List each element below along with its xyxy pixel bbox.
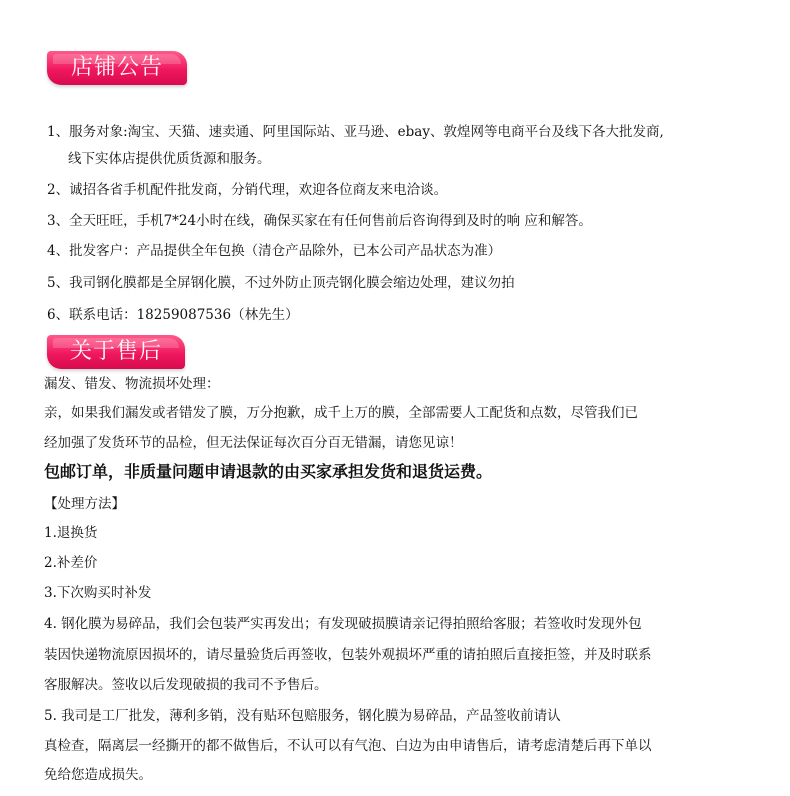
notice-item-2: 2、诚招各省手机配件批发商，分销代理，欢迎各位商友来电洽谈。 <box>47 182 448 198</box>
aftersale-method-4-cont: 装因快递物流原因损坏的，请尽量验货后再签收，包装外观损坏严重的请拍照后直接拒签，并及时联系 <box>44 647 652 663</box>
aftersale-bold-notice: 包邮订单，非质量问题申请退款的由买家承担发货和退货运费。 <box>44 462 493 481</box>
aftersale-line: 亲，如果我们漏发或者错发了膜，万分抱歉，成千上万的膜，全部需要人工配货和点数，尽管我们已 <box>44 405 638 421</box>
notice-heading-badge: 店铺公告 <box>47 51 187 85</box>
notice-item-5: 5、我司钢化膜都是全屏钢化膜，不过外防止顶壳钢化膜会缩边处理，建议勿拍 <box>47 275 515 291</box>
aftersale-method-2: 2.补差价 <box>44 555 98 571</box>
aftersale-method-5-cont: 真检查，隔离层一经撕开的都不做售后，不认可以有气泡、白边为由申请售后，请考虑清楚后再下单以 <box>44 738 652 754</box>
aftersale-line: 经加强了发货环节的品检，但无法保证每次百分百无错漏，请您见谅！ <box>44 435 463 451</box>
aftersale-method-5: 5. 我司是工厂批发，薄利多销，没有贴环包赔服务，钢化膜为易碎品，产品签收前请认 <box>44 708 561 724</box>
notice-item-4: 4、批发客户：产品提供全年包换（清仓产品除外，已本公司产品状态为准） <box>47 243 502 259</box>
notice-item-1-cont: 线下实体店提供优质货源和服务。 <box>68 151 271 167</box>
aftersale-method-3: 3.下次购买时补发 <box>44 585 152 601</box>
aftersale-method-1: 1.退换货 <box>44 525 98 541</box>
notice-item-3: 3、全天旺旺，手机7*24小时在线，确保买家在有任何售前后咨询得到及时的响 应和解答。 <box>47 213 592 229</box>
aftersale-heading-badge: 关于售后 <box>47 335 185 369</box>
aftersale-method-5-cont: 免给您造成损失。 <box>44 767 152 783</box>
aftersale-method-heading: 【处理方法】 <box>44 496 125 512</box>
aftersale-method-4: 4. 钢化膜为易碎品，我们会包装严实再发出；有发现破损膜请亲记得拍照给客服；若签收时发现外包 <box>44 616 642 632</box>
notice-item-6-phone: 6、联系电话：18259087536（林先生） <box>47 307 299 323</box>
aftersale-line: 漏发、错发、物流损坏处理： <box>44 376 220 392</box>
aftersale-method-4-cont: 客服解决。签收以后发现破损的我司不予售后。 <box>44 677 328 693</box>
notice-item-1: 1、服务对象:淘宝、天猫、速卖通、阿里国际站、亚马逊、ebay、敦煌网等电商平台及线下各大批发商, <box>47 124 664 140</box>
